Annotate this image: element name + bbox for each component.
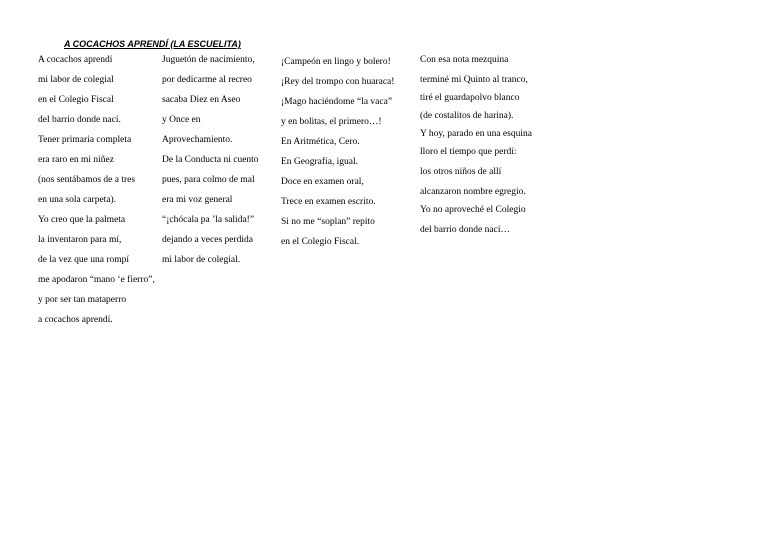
- verse-line: ¡Mago haciéndome “la vaca”: [281, 97, 393, 107]
- verse-line: En Geografía, igual.: [281, 157, 359, 167]
- verse-line: y Once en: [162, 115, 201, 125]
- verse-line: alcanzaron nombre egregio.: [420, 187, 526, 197]
- verse-line: mi labor de colegial.: [162, 255, 241, 265]
- poem-column-2: [162, 55, 259, 275]
- verse-line: era raro en mi niñez: [38, 155, 114, 165]
- verse-line: Aprovechamiento.: [162, 135, 233, 145]
- poem-title: A COCACHOS APRENDÍ (LA ESCUELITA): [64, 39, 241, 49]
- verse-line: En Aritmética, Cero.: [281, 137, 360, 147]
- verse-line: terminé mi Quinto al tranco,: [420, 75, 528, 85]
- verse-line: lloro el tiempo que perdí:: [420, 147, 517, 157]
- verse-line: en el Colegio Fiscal.: [281, 237, 360, 247]
- verse-line: pues, para colmo de mal: [162, 175, 255, 185]
- poem-column-4: [420, 55, 540, 236]
- verse-line: Yo no aproveché el Colegio: [420, 205, 526, 215]
- verse-line: mi labor de colegial: [38, 75, 114, 85]
- verse-line: y en bolitas, el primero…!: [281, 117, 382, 127]
- verse-line: me apodaron “mano ‘e fierro”,: [38, 275, 155, 285]
- verse-line: en el Colegio Fiscal: [38, 95, 114, 105]
- verse-line: (nos sentábamos de a tres: [38, 175, 136, 185]
- verse-line: Juguetón de nacimiento,: [162, 55, 255, 65]
- verse-line: Si no me “soplan” repito: [281, 217, 375, 227]
- verse-line: la inventaron para mí,: [38, 235, 122, 245]
- verse-line: Trece en examen escrito.: [281, 197, 376, 207]
- verse-line: Y hoy, parado en una esquina: [420, 129, 532, 139]
- verse-line: a cocachos aprendí.: [38, 315, 113, 325]
- verse-line: Doce en examen oral,: [281, 177, 364, 187]
- poem-column-1: [38, 55, 155, 335]
- verse-line: “¡chócala pa ’la salida!”: [162, 215, 255, 225]
- verse-line: sacaba Diez en Aseo: [162, 95, 241, 105]
- verse-line: los otros niños de allí: [420, 167, 502, 177]
- verse-line: (de costalitos de harina).: [420, 111, 514, 121]
- verse-line: y por ser tan mataperro: [38, 295, 127, 305]
- verse-line: del barrio donde nací…: [420, 225, 510, 235]
- verse-line: ¡Campeón en lingo y bolero!: [281, 57, 391, 67]
- verse-line: De la Conducta ni cuento: [162, 155, 259, 165]
- verse-line: Con esa nota mezquina: [420, 55, 509, 65]
- verse-line: dejando a veces perdida: [162, 235, 253, 245]
- verse-line: por dedicarme al recreo: [162, 75, 252, 85]
- verse-line: ¡Rey del trompo con huaraca!: [281, 77, 395, 87]
- verse-line: en una sola carpeta).: [38, 195, 117, 205]
- verse-line: de la vez que una rompí: [38, 255, 130, 265]
- verse-line: tiré el guardapolvo blanco: [420, 93, 520, 103]
- poem-column-3: [281, 57, 394, 257]
- verse-line: Yo creo que la palmeta: [38, 215, 126, 225]
- verse-line: del barrio donde nací.: [38, 115, 121, 125]
- verse-line: Tener primaria completa: [38, 135, 132, 145]
- verse-line: era mi voz general: [162, 195, 233, 205]
- verse-line: A cocachos aprendí: [38, 55, 113, 65]
